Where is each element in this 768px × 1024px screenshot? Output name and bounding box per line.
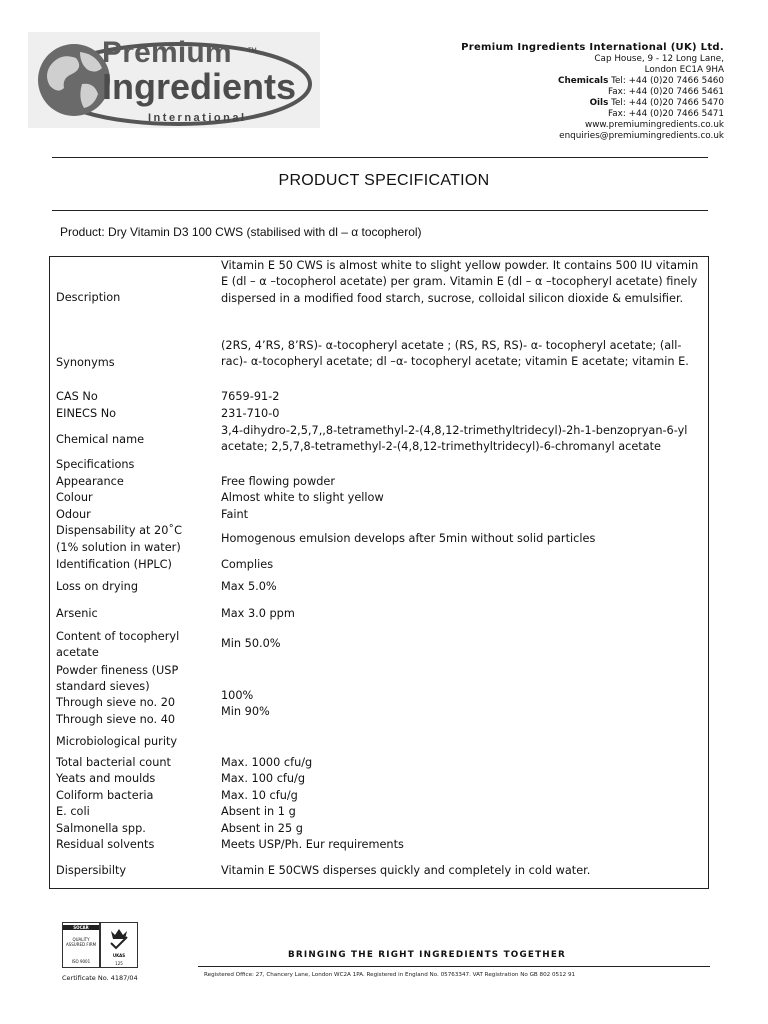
colour-value: Almost white to slight yellow <box>221 491 384 504</box>
address-line-2: London EC1A 9HA <box>644 65 724 75</box>
ukas-badge <box>100 922 138 968</box>
sieve-20-value: 100% <box>221 689 254 702</box>
identification-value: Complies <box>221 558 274 571</box>
address-line-1: Cap House, 9 - 12 Long Lane, <box>594 54 724 64</box>
coliform-bacteria-label: Coliform bacteria <box>56 789 154 802</box>
odour-label: Odour <box>56 508 91 521</box>
yeasts-moulds-value: Max. 100 cfu/g <box>221 772 306 785</box>
dispensability-value: Homogenous emulsion develops after 5min without solid particles <box>221 532 596 545</box>
loss-on-drying-label: Loss on drying <box>56 580 139 593</box>
synonyms-value: (2RS, 4’RS, 8’RS)- α-tocopheryl acetate ; (RS, RS, RS)- α- tocopheryl acetate; (all-rac)- α-tocopheryl acetate; dl –α- tocopheryl acetate; vitamin E acetate; vitamin E. <box>221 339 689 369</box>
residual-solvents-value: Meets USP/Ph. Eur requirements <box>221 838 404 851</box>
header-divider <box>52 157 708 158</box>
tocopheryl-content-value: Min 50.0% <box>221 637 281 650</box>
email-link[interactable]: enquiries@premiumingredients.co.uk <box>559 131 724 141</box>
oils-fax: Fax: +44 (0)20 7466 5471 <box>608 109 724 119</box>
chemicals-tel: Tel: +44 (0)20 7466 5460 <box>611 76 724 86</box>
cas-value: 7659-91-2 <box>221 390 280 403</box>
odour-value: Faint <box>221 508 249 521</box>
sieve-20-label: Through sieve no. 20 <box>56 696 176 709</box>
microbiological-purity-heading: Microbiological purity <box>56 735 178 748</box>
oils-label: Oils <box>589 98 609 108</box>
dispersibility-label: Dispersibilty <box>56 864 127 877</box>
chemical-name-value: 3,4-dihydro-2,5,7,,8-tetramethyl-2-(4,8,12-trimethyltridecyl)-2h-1-benzopryan-6-yl acetate; 2,5,7,8-tetramethyl-2-(4,8,12-trimethyltridecyl)-6-chromanyl acetate <box>221 424 688 454</box>
website-link[interactable]: www.premiumingredients.co.uk <box>585 120 724 130</box>
ecoli-label: E. coli <box>56 805 90 818</box>
oils-tel-row <box>461 98 724 109</box>
cert1-mid-text: QUALITY ASSURED FIRM <box>65 937 97 947</box>
identification-label: Identification (HPLC) <box>56 558 172 571</box>
total-bacterial-count-label: Total bacterial count <box>56 756 171 769</box>
tocopheryl-content-label-line1: Content of tocopheryl <box>56 630 180 643</box>
tocopheryl-content-label-line2: acetate <box>56 646 99 659</box>
loss-on-drying-value: Max 5.0% <box>221 580 277 593</box>
coliform-bacteria-value: Max. 10 cfu/g <box>221 789 298 802</box>
dispensability-label-line1: Dispensability at 20˚C <box>56 524 182 537</box>
cert2-ukas-text: UKAS <box>112 953 126 958</box>
yeasts-moulds-label: Yeats and moulds <box>56 772 156 785</box>
arsenic-label: Arsenic <box>56 607 98 620</box>
cert1-top-text: SOCAR <box>63 925 99 930</box>
salmonella-label: Salmonella spp. <box>56 822 146 835</box>
description-label: Description <box>56 291 121 304</box>
specifications-heading: Specifications <box>56 458 135 471</box>
company-tagline: BRINGING THE RIGHT INGREDIENTS TOGETHER <box>288 950 567 960</box>
crown-tick-icon <box>101 925 137 953</box>
sieve-40-value: Min 90% <box>221 705 270 718</box>
chemical-name-label: Chemical name <box>56 433 145 446</box>
synonyms-label: Synonyms <box>56 356 115 369</box>
sieve-40-label: Through sieve no. 40 <box>56 713 176 726</box>
product-name: Product: Dry Vitamin D3 100 CWS (stabilised with dl – α tocopherol) <box>60 225 422 239</box>
description-value: Vitamin E 50 CWS is almost white to slight yellow powder. It contains 500 IU vitamin E (dl – α –tocopherol acetate) per gram. Vitamin E (dl – α –tocopheryl acetate) finely dispersed in a modified food starch, sucrose, colloidal silicon dioxide & emulsifier. <box>221 259 699 305</box>
logo-trademark: TM <box>248 48 257 54</box>
footer-divider <box>198 966 710 967</box>
cas-label: CAS No <box>56 390 98 403</box>
appearance-value: Free flowing powder <box>221 475 335 488</box>
company-contact-block <box>461 42 724 142</box>
chemicals-tel-row <box>461 76 724 87</box>
appearance-label: Appearance <box>56 475 124 488</box>
dispensability-label-line2: (1% solution in water) <box>56 541 181 554</box>
page-title: PRODUCT SPECIFICATION <box>278 172 490 189</box>
chemicals-fax: Fax: +44 (0)20 7466 5461 <box>608 87 724 97</box>
title-divider <box>52 210 708 211</box>
cert1-bottom-text: ISO 9001 <box>71 959 91 964</box>
dispersibility-value: Vitamin E 50CWS disperses quickly and completely in cold water. <box>221 864 591 877</box>
quality-assured-badge <box>62 922 100 968</box>
einecs-label: EINECS No <box>56 407 117 420</box>
total-bacterial-count-value: Max. 1000 cfu/g <box>221 756 313 769</box>
salmonella-value: Absent in 25 g <box>221 822 303 835</box>
residual-solvents-label: Residual solvents <box>56 838 155 851</box>
oils-tel: Tel: +44 (0)20 7466 5470 <box>611 98 724 108</box>
arsenic-value: Max 3.0 ppm <box>221 607 295 620</box>
registered-office-line: Registered Office: 27, Chancery Lane, London WC2A 1PA. Registered in England No. 05763347. VAT Registration No GB 802 0512 91 <box>204 972 576 978</box>
colour-label: Colour <box>56 491 93 504</box>
logo-text-ingredients: Ingredients <box>102 66 297 107</box>
chemicals-label: Chemicals <box>558 76 609 86</box>
company-name: Premium Ingredients International (UK) Ltd. <box>461 42 724 53</box>
company-logo <box>28 32 320 128</box>
logo-text-international: International <box>148 112 247 124</box>
powder-fineness-label-line1: Powder fineness (USP <box>56 664 179 677</box>
certificate-number: Certificate No. 4187/04 <box>62 974 138 982</box>
powder-fineness-label-line2: standard sieves) <box>56 680 150 693</box>
einecs-value: 231-710-0 <box>221 407 280 420</box>
ecoli-value: Absent in 1 g <box>221 805 296 818</box>
cert2-number-text: 125 <box>115 961 123 966</box>
logo-text-premium: Premium <box>102 36 232 69</box>
